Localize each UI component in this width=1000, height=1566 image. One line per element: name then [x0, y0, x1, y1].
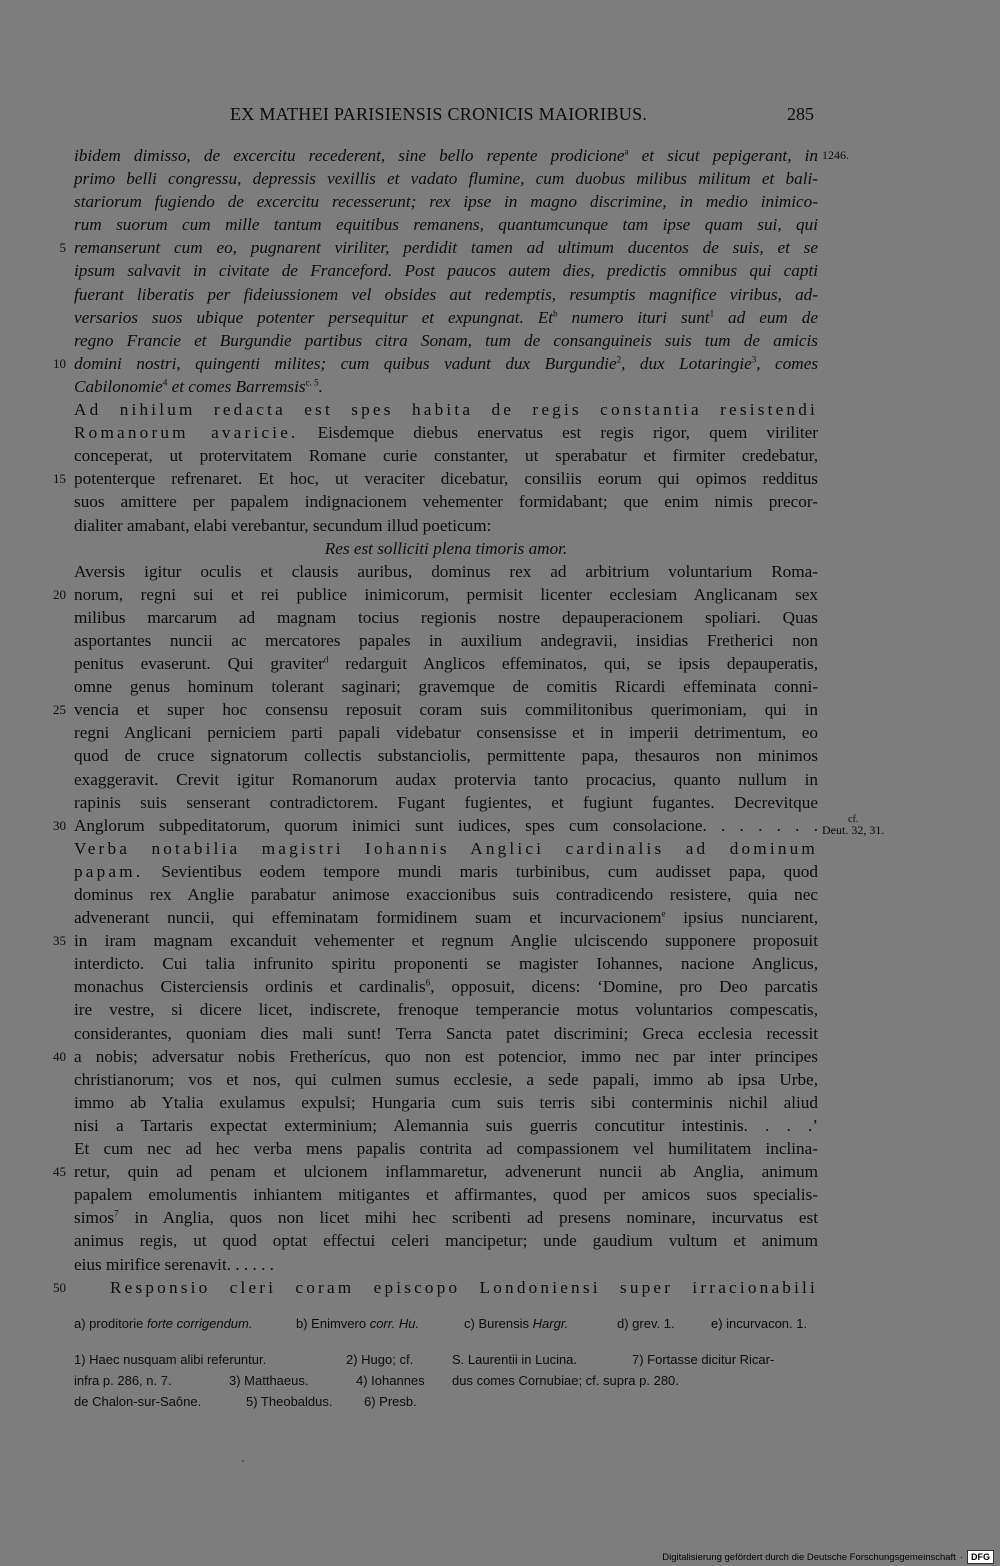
- text-segment: .: [318, 376, 323, 396]
- text-segment: conceperat, ut protervitatem Romane curie constanter, ut sperabatur et firmiter credebatur,: [74, 446, 818, 466]
- text-line: [0, 1229, 1000, 1252]
- line-text: [74, 814, 818, 837]
- text-line: [0, 444, 1000, 467]
- text-line: [0, 537, 1000, 560]
- text-line: [0, 860, 1000, 883]
- text-segment: Et cum nec ad hec verba mens papalis contrita ad compassionem vel humilitatem inclina-: [74, 1139, 818, 1159]
- line-text: [74, 698, 818, 721]
- text-segment: remanserunt cum eo, pugnarent viriliter, perdidit tamen ad ultimum ducentos de suis, et se: [74, 238, 818, 258]
- text-line: [0, 1183, 1000, 1206]
- line-text: [74, 998, 818, 1021]
- footnote-text: 7) Fortasse dicitur Ricar-: [632, 1352, 775, 1367]
- text-segment: asportantes nuncii ac mercatores papales in auxilium andegravii, insidias Fretherici non: [74, 630, 818, 650]
- line-number: 50: [53, 1279, 66, 1295]
- line-text: [74, 213, 818, 236]
- line-text: [74, 975, 818, 998]
- line-number: 45: [53, 1164, 66, 1180]
- line-text: [74, 744, 818, 767]
- line-text: [74, 560, 818, 583]
- footnote-text: 4) Iohannes: [356, 1373, 425, 1388]
- text-segment: stariorum fugiendo de excercitu recesserunt; rex ipse in magno discrimine, in medio inimico-: [74, 192, 818, 212]
- footnote-marker: 1: [709, 307, 715, 318]
- footnote-text: infra p. 286, n. 7.: [74, 1373, 172, 1388]
- text-segment: dominus rex Anglie parabatur animose exaccionibus suis contradicendo resistere, quia nec: [74, 885, 818, 904]
- line-text: [74, 652, 818, 675]
- line-text: [74, 860, 818, 883]
- text-segment: et comes Barremsis: [167, 376, 306, 396]
- line-text: [74, 768, 818, 791]
- footnote-marker: d: [323, 654, 329, 665]
- line-text: [74, 791, 818, 814]
- line-text: [74, 283, 818, 306]
- text-line: [0, 236, 1000, 259]
- line-text: [74, 1137, 818, 1160]
- text-line: [0, 1206, 1000, 1229]
- text-segment: milibus marcarum ad magnam tocius regionis nostre depauperacionem spoliari. Quas: [74, 607, 818, 627]
- page-speck: [242, 1460, 244, 1462]
- line-text: [74, 675, 818, 698]
- line-text: [74, 1253, 818, 1276]
- line-text: [74, 190, 818, 213]
- dfg-logo: DFG: [967, 1550, 994, 1564]
- text-segment: Sevientibus eodem tempore mundi maris turbinibus, cum audisset papa, quod: [143, 861, 818, 881]
- line-text: [74, 1045, 818, 1068]
- footnote-marker: 7: [114, 1208, 119, 1219]
- line-number: 25: [53, 702, 66, 718]
- line-text: [74, 144, 818, 167]
- text-line: [0, 167, 1000, 190]
- text-segment: et sicut pepigerant, in: [628, 146, 818, 165]
- footnote-text: 3) Matthaeus.: [229, 1373, 309, 1388]
- text-line: [0, 583, 1000, 606]
- line-text: [74, 952, 818, 975]
- line-text: [74, 1160, 818, 1183]
- text-line: [0, 606, 1000, 629]
- margin-note: cf. Deut. 32, 31.: [822, 813, 885, 837]
- text-segment: Verba notabilia magistri Iohannis Anglici cardinalis ad dominum: [74, 838, 818, 858]
- text-segment: exaggeravit. Crevit igitur Romanorum audax protervia tanto procacius, quanto nullum in: [74, 769, 818, 789]
- text-segment: interdicto. Cui talia infrunito spiritu proponenti se magister Iohannes, nacione Anglicus,: [74, 954, 818, 974]
- critical-apparatus: [74, 1316, 834, 1336]
- text-segment: ire vestre, si dicere licet, indiscrete, frenoque temperancie motus voluntarios compescatis,: [74, 1000, 818, 1020]
- text-line: [0, 791, 1000, 814]
- line-text: [74, 398, 818, 421]
- text-segment: dialiter amabant, elabi verebantur, secundum illud poeticum:: [74, 515, 492, 535]
- text-line: [0, 421, 1000, 444]
- footnotes: [74, 1352, 834, 1415]
- credit-text: Digitalisierung gefördert durch die Deutsche Forschungsgemeinschaft: [662, 1551, 956, 1563]
- line-text: [74, 490, 818, 513]
- line-text: [74, 1206, 818, 1229]
- line-text: [74, 421, 818, 444]
- text-line: [0, 375, 1000, 398]
- line-text: [74, 721, 818, 744]
- text-segment: vencia et super hoc consensu reposuit coram suis commilitonibus querimoniam, qui in: [74, 700, 818, 720]
- critical-note: a) proditorie forte corrigendum.: [74, 1316, 253, 1331]
- text-segment: nisi a Tartaris expectat exterminium; Alemannia suis guerris concutitur intestinis. . . .’: [74, 1115, 818, 1135]
- text-segment: eius mirifice serenavit. . . . . .: [74, 1254, 274, 1274]
- footnote-marker: c. 5: [305, 377, 319, 388]
- text-segment: regni Anglicani perniciem parti papali videbatur consensisse et in imperii detrimentum, eo: [74, 723, 818, 743]
- line-text: [74, 514, 818, 537]
- line-number: 35: [53, 933, 66, 949]
- text-segment: a nobis; adversatur nobis Fretherícus, quo non est potencior, immo nec par inter principes: [74, 1046, 818, 1066]
- text-segment: animus regis, ut quod optat effectui celeri mancipetur; unde gaudium vultum et animum: [74, 1231, 818, 1251]
- line-text: [74, 167, 818, 190]
- text-segment: potenterque refrenaret. Et hoc, ut veraciter dicebatur, consiliis eorum qui opimos redditus: [74, 469, 818, 489]
- footnote-marker: 6: [425, 977, 431, 988]
- line-text: [74, 467, 818, 490]
- text-line: [0, 1114, 1000, 1137]
- line-text: [74, 1183, 818, 1206]
- text-segment: Aversis igitur oculis et clausis auribus, dominus rex ad arbitrium voluntarium Roma-: [74, 561, 818, 581]
- line-text: [74, 1229, 818, 1252]
- line-text: [74, 629, 818, 652]
- text-segment: retur, quin ad penam et ulcionem inflammaretur, advenerunt nuncii ab Anglia, animum: [74, 1162, 818, 1182]
- page-number: 285: [787, 104, 814, 124]
- line-text: [74, 537, 818, 560]
- footnote-marker: 4: [162, 377, 168, 388]
- text-segment: Res est solliciti plena timoris amor.: [324, 538, 568, 558]
- text-line: [0, 952, 1000, 975]
- text-segment: numero ituri sunt: [557, 307, 710, 327]
- text-segment: quod de cruce signatorum collectis substanciolis, permittente papa, thesauros non minimos: [74, 746, 818, 766]
- critical-note: d) grev. 1.: [617, 1316, 675, 1331]
- critical-note: c) Burensis Hargr.: [464, 1316, 569, 1331]
- line-text: [74, 1022, 818, 1045]
- line-text: [74, 1068, 818, 1091]
- text-segment: Romanorum avaricie.: [74, 423, 299, 443]
- text-segment: primo belli congressu, depressis vexillis et vadato flumine, cum duobus milibus militum et bali-: [74, 169, 818, 189]
- line-number: 15: [53, 471, 66, 487]
- text-line: [0, 259, 1000, 282]
- line-text: [74, 837, 818, 860]
- line-text: [74, 1114, 818, 1137]
- text-line: [0, 1276, 1000, 1299]
- footnote-text: dus comes Cornubiae; cf. supra p. 280.: [452, 1373, 679, 1388]
- text-segment: Ad nihilum redacta est spes habita de regis constantia resistendi: [74, 400, 818, 420]
- footnote-marker: 3: [751, 354, 757, 365]
- text-line: [0, 467, 1000, 490]
- text-segment: redarguit Anglicos effeminatos, qui, se ipsis depauperatis,: [328, 654, 818, 674]
- text-line: [0, 190, 1000, 213]
- footnote-text: 5) Theobaldus.: [246, 1394, 333, 1409]
- text-segment: immo ab Ytalia exulamus expulsi; Hungaria cum suis terris sibi conterminis nichil aliud: [74, 1092, 818, 1112]
- line-text: [74, 306, 818, 329]
- line-text: [74, 329, 818, 352]
- text-line: [0, 652, 1000, 675]
- running-header: [0, 104, 1000, 128]
- footnote-marker: 2: [616, 354, 622, 365]
- text-segment: rum suorum cum mille tantum equitibus remanens, quantumcunque tam ipse quam sui, qui: [74, 215, 818, 235]
- footnote-marker: b: [553, 307, 558, 318]
- text-segment: in iram magnam excanduit vehementer et regnum Anglie ulciscendo supponere proposuit: [74, 931, 818, 951]
- footnote-marker: a: [624, 146, 629, 157]
- text-line: [0, 283, 1000, 306]
- text-line: [0, 144, 1000, 167]
- line-text: [74, 352, 818, 375]
- text-line: [0, 814, 1000, 837]
- text-line: [0, 398, 1000, 421]
- text-line: [0, 1160, 1000, 1183]
- footnote-text: 6) Presb.: [364, 1394, 417, 1409]
- text-line: [0, 1091, 1000, 1114]
- line-number: 5: [59, 240, 66, 256]
- text-segment: simos: [74, 1208, 115, 1228]
- text-line: [0, 306, 1000, 329]
- text-line: [0, 975, 1000, 998]
- text-line: [0, 1068, 1000, 1091]
- footnote-text: 2) Hugo; cf.: [346, 1352, 414, 1367]
- text-line: [0, 1253, 1000, 1276]
- text-segment: omne genus hominum tolerant saginari; gravemque de comitis Ricardi effeminata conni-: [74, 677, 818, 697]
- text-segment: christianorum; vos et nos, qui culmen sumus ecclesie, a sede papali, immo ab ipsa Urbe,: [74, 1069, 818, 1089]
- text-segment: papam.: [74, 861, 144, 881]
- text-line: [0, 213, 1000, 236]
- text-line: [0, 1137, 1000, 1160]
- digitization-credit: Digitalisierung gefördert durch die Deutsche Forschungsgemeinschaft · DFG: [662, 1550, 994, 1564]
- footnote-text: de Chalon-sur-Saône.: [74, 1394, 202, 1409]
- text-segment: ad eum de: [714, 307, 818, 327]
- line-number: 20: [53, 586, 66, 602]
- line-text: [110, 1276, 818, 1299]
- footnote-text: 1) Haec nusquam alibi referuntur.: [74, 1352, 267, 1367]
- text-segment: papalem emolumentis inhiantem mitigantes et affirmantes, quod per amicos suos specialis-: [74, 1185, 818, 1205]
- line-number: 40: [53, 1048, 66, 1064]
- main-text: [0, 144, 1000, 1299]
- text-line: [0, 560, 1000, 583]
- text-segment: monachus Cisterciensis ordinis et cardinalis: [74, 977, 426, 997]
- margin-note: 1246.: [822, 148, 849, 162]
- text-segment: rapinis suis senserant contradictorem. Fugant fugientes, et fugiunt fugantes. Decrevitque: [74, 792, 818, 812]
- text-segment: versarios suos ubique potenter persequitur et expungnat. Et: [74, 307, 554, 327]
- text-line: [0, 629, 1000, 652]
- text-segment: Eisdemque diebus enervatus est regis rigor, quem viriliter: [298, 423, 818, 443]
- critical-note: e) incurvacon. 1.: [711, 1316, 808, 1331]
- text-segment: considerantes, quoniam dies mali sunt! Terra Sancta patet discrimini; Greca ecclesia recessit: [74, 1023, 818, 1043]
- text-line: [0, 837, 1000, 860]
- text-line: [0, 906, 1000, 929]
- text-segment: penitus evaserunt. Qui graviter: [74, 654, 324, 674]
- critical-note: b) Enimvero corr. Hu.: [296, 1316, 420, 1331]
- text-line: [0, 352, 1000, 375]
- text-segment: Cabilonomie: [74, 376, 163, 396]
- text-line: [0, 929, 1000, 952]
- text-segment: advenerant nuncii, qui effeminatam formidinem suam et incurvacionem: [74, 908, 662, 928]
- text-segment: regno Francie et Burgundie partibus citra Sonam, tum de consanguineis suis tum de amicis: [74, 330, 818, 350]
- text-line: [0, 514, 1000, 537]
- line-number: 30: [53, 817, 66, 833]
- line-text: [74, 906, 818, 929]
- footnote-text: S. Laurentii in Lucina.: [452, 1352, 578, 1367]
- text-line: [0, 698, 1000, 721]
- text-line: [0, 744, 1000, 767]
- running-title: EX MATHEI PARISIENSIS CRONICIS MAIORIBUS.: [230, 104, 648, 124]
- text-segment: ipsum salvavit in civitate de Franceford. Post paucos autem dies, predictis omnibus qui capti: [74, 261, 818, 281]
- text-segment: , dux Lotaringie: [621, 353, 752, 373]
- text-line: [0, 883, 1000, 906]
- text-segment: , opposuit, dicens: ‘Domine, pro Deo parcatis: [430, 977, 819, 997]
- text-segment: Anglorum subpeditatorum, quorum inimici sunt iudices, spes cum consolacione. . . . . . .: [74, 815, 818, 835]
- text-line: [0, 768, 1000, 791]
- line-text: [74, 236, 818, 259]
- line-text: [74, 1091, 818, 1114]
- line-text: [74, 929, 818, 952]
- line-text: [74, 444, 818, 467]
- text-segment: domini nostri, quingenti milites; cum quibus vadunt dux Burgundie: [74, 353, 617, 373]
- text-line: [0, 329, 1000, 352]
- line-number: 10: [53, 355, 66, 371]
- text-line: [0, 1045, 1000, 1068]
- line-text: [74, 583, 818, 606]
- text-segment: in Anglia, quos non licet mihi hec scribenti ad presens nominare, incurvatus est: [118, 1208, 818, 1228]
- text-line: [0, 998, 1000, 1021]
- text-line: [0, 675, 1000, 698]
- text-line: [0, 721, 1000, 744]
- footnote-marker: e: [661, 908, 666, 919]
- text-segment: norum, regni sui et rei publice inimicorum, permisit licenter ecclesiam Anglicanam sex: [74, 584, 818, 604]
- text-segment: fuerant liberatis per fideiussionem vel obsides aut redemptis, resumptis magnifice viribus, ad-: [74, 284, 818, 304]
- line-text: [74, 606, 818, 629]
- text-segment: ipsius nunciarent,: [665, 908, 818, 928]
- line-text: [74, 883, 818, 906]
- text-segment: ibidem dimisso, de excercitu recederent, sine bello repente prodicione: [74, 146, 625, 165]
- text-segment: , comes: [756, 353, 819, 373]
- line-text: [74, 259, 818, 282]
- text-line: [0, 490, 1000, 513]
- line-text: [74, 375, 818, 398]
- text-segment: Responsio cleri coram episcopo Londoniensi super irracionabili: [110, 1277, 818, 1297]
- text-line: [0, 1022, 1000, 1045]
- text-segment: suos amittere per papalem indignacionem vehementer formidabant; que enim nimis precor-: [74, 492, 818, 512]
